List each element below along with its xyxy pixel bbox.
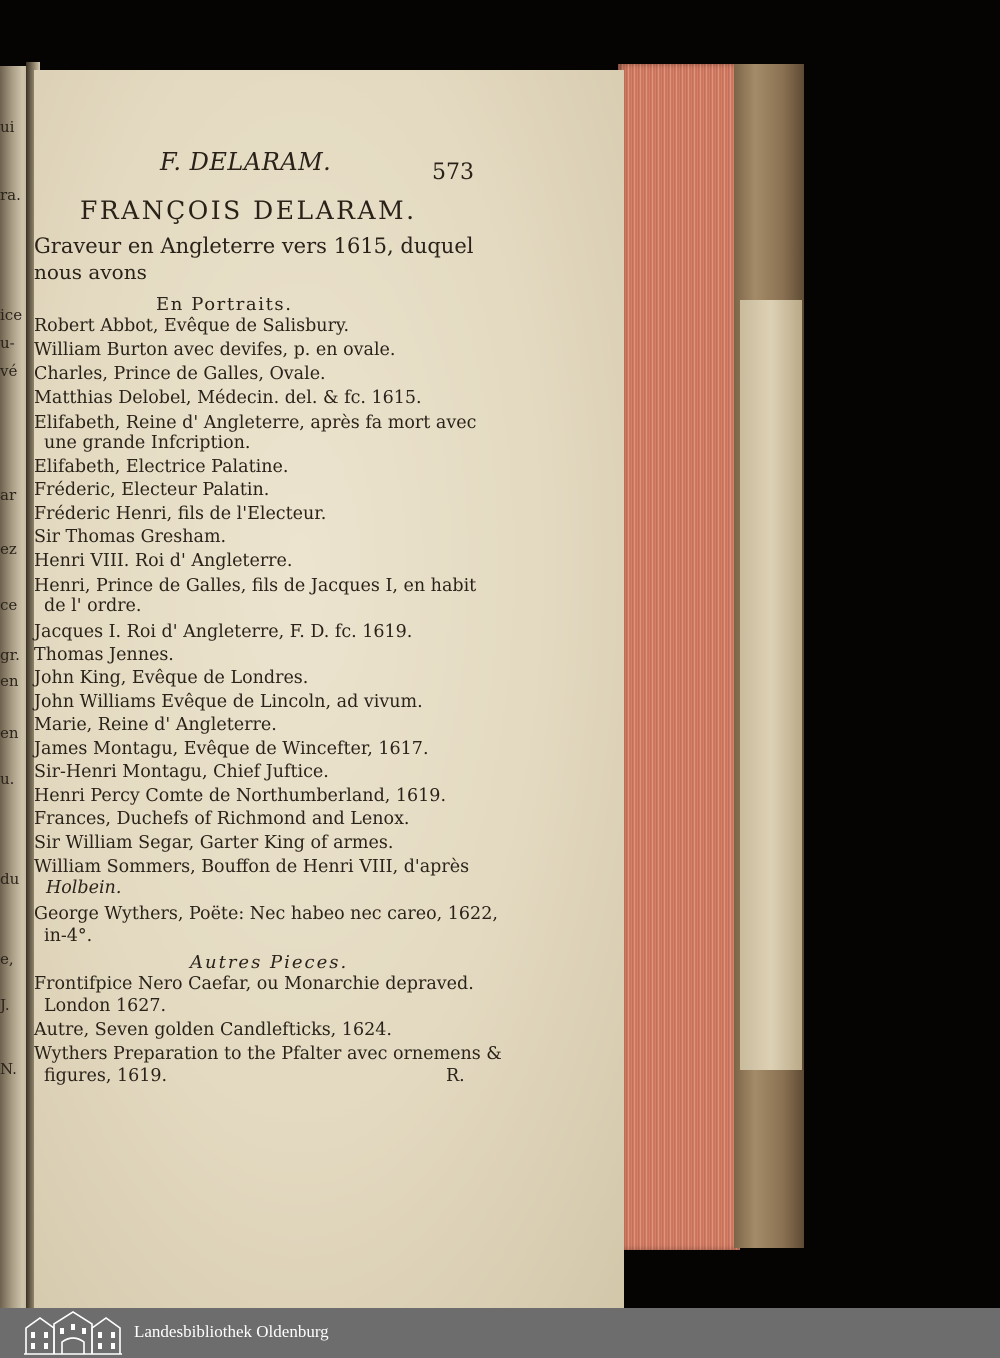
piece-entry: figures, 1619. <box>44 1066 168 1086</box>
left-fragment: vé <box>0 362 18 380</box>
left-fragment: ar <box>0 486 17 504</box>
intro-line: Graveur en Angleterre vers 1615, duquel <box>34 234 474 258</box>
portrait-entry: Fréderic, Electeur Palatin. <box>34 480 270 500</box>
page-number: 573 <box>432 160 474 185</box>
portrait-entry: Robert Abbot, Evêque de Salisbury. <box>34 316 350 336</box>
section-heading-autres-text: Autres Pieces. <box>190 952 349 973</box>
portrait-entry: de l' ordre. <box>44 596 142 616</box>
left-fragment: u- <box>0 334 15 352</box>
portrait-entry: Henri Percy Comte de Northumberland, 1619. <box>34 786 447 806</box>
portrait-entry: Matthias Delobel, Médecin. del. & fc. 1615. <box>34 388 422 408</box>
left-fragment: e, <box>0 950 14 968</box>
left-fragment: J. <box>0 996 10 1014</box>
piece-entry: London 1627. <box>44 996 167 1016</box>
page-edges <box>618 64 740 1250</box>
portrait-entry: William Burton avec devifes, p. en ovale. <box>34 340 396 360</box>
left-fragment: u. <box>0 770 15 788</box>
page-title: FRANÇOIS DELARAM. <box>80 196 417 225</box>
portrait-entry: Charles, Prince de Galles, Ovale. <box>34 364 326 384</box>
portrait-entry: Frances, Duchefs of Richmond and Lenox. <box>34 809 410 829</box>
library-building-icon <box>22 1310 124 1356</box>
portrait-entry: George Wythers, Poëte: Nec habeo nec careo, 1622, <box>34 904 498 924</box>
portrait-entry: Sir Thomas Gresham. <box>34 527 227 547</box>
cover-board <box>740 300 802 1070</box>
left-fragment: en <box>0 724 19 742</box>
left-fragment: ez <box>0 540 17 558</box>
left-fragment: en <box>0 672 19 690</box>
piece-entry: Wythers Preparation to the Pfalter avec ornemens & <box>34 1044 502 1064</box>
portrait-entry: Sir William Segar, Garter King of armes. <box>34 833 394 853</box>
left-fragment: du <box>0 870 20 888</box>
portrait-entry: Elifabeth, Electrice Palatine. <box>34 457 289 477</box>
portrait-entry: James Montagu, Evêque de Wincefter, 1617. <box>34 739 429 759</box>
left-fragment: ce <box>0 596 18 614</box>
left-fragment: gr. <box>0 646 20 664</box>
portrait-entry: Thomas Jennes. <box>34 645 174 665</box>
piece-entry: Autre, Seven golden Candlefticks, 1624. <box>34 1020 392 1040</box>
library-name: Landesbibliothek Oldenburg <box>134 1322 329 1341</box>
section-heading-autres <box>190 952 348 973</box>
section-heading-portraits: En Portraits. <box>156 294 293 315</box>
left-fragment: ice <box>0 306 23 324</box>
intro-line: nous avons <box>34 260 147 284</box>
portrait-entry: William Sommers, Bouffon de Henri VIII, d'après <box>34 857 470 877</box>
left-fragment: N. <box>0 1060 17 1078</box>
left-fragment: ui <box>0 118 15 136</box>
portrait-entry: John King, Evêque de Londres. <box>34 668 309 688</box>
portrait-entry: Holbein. <box>46 878 122 898</box>
portrait-entry: Henri, Prince de Galles, fils de Jacques I, en habit <box>34 576 477 596</box>
piece-entry: Frontifpice Nero Caefar, ou Monarchie depraved. <box>34 974 474 994</box>
footer-bar <box>0 1308 1000 1358</box>
left-fragment: ra. <box>0 186 21 204</box>
portrait-entry: une grande Infcription. <box>44 433 251 453</box>
portrait-entry: in-4°. <box>44 926 93 946</box>
portrait-entry: John Williams Evêque de Lincoln, ad vivum. <box>34 692 423 712</box>
signature-mark: R. <box>446 1066 465 1086</box>
portrait-entry: Jacques I. Roi d' Angleterre, F. D. fc. 1619. <box>34 622 413 642</box>
portrait-entry: Fréderic Henri, fils de l'Electeur. <box>34 504 327 524</box>
running-head: F. DELARAM. <box>160 148 332 176</box>
portrait-entry: Elifabeth, Reine d' Angleterre, après fa mort avec <box>34 413 477 433</box>
right-page <box>34 70 624 1308</box>
portrait-entry: Marie, Reine d' Angleterre. <box>34 715 277 735</box>
portrait-entry: Henri VIII. Roi d' Angleterre. <box>34 551 293 571</box>
portrait-entry: Sir-Henri Montagu, Chief Juftice. <box>34 762 329 782</box>
